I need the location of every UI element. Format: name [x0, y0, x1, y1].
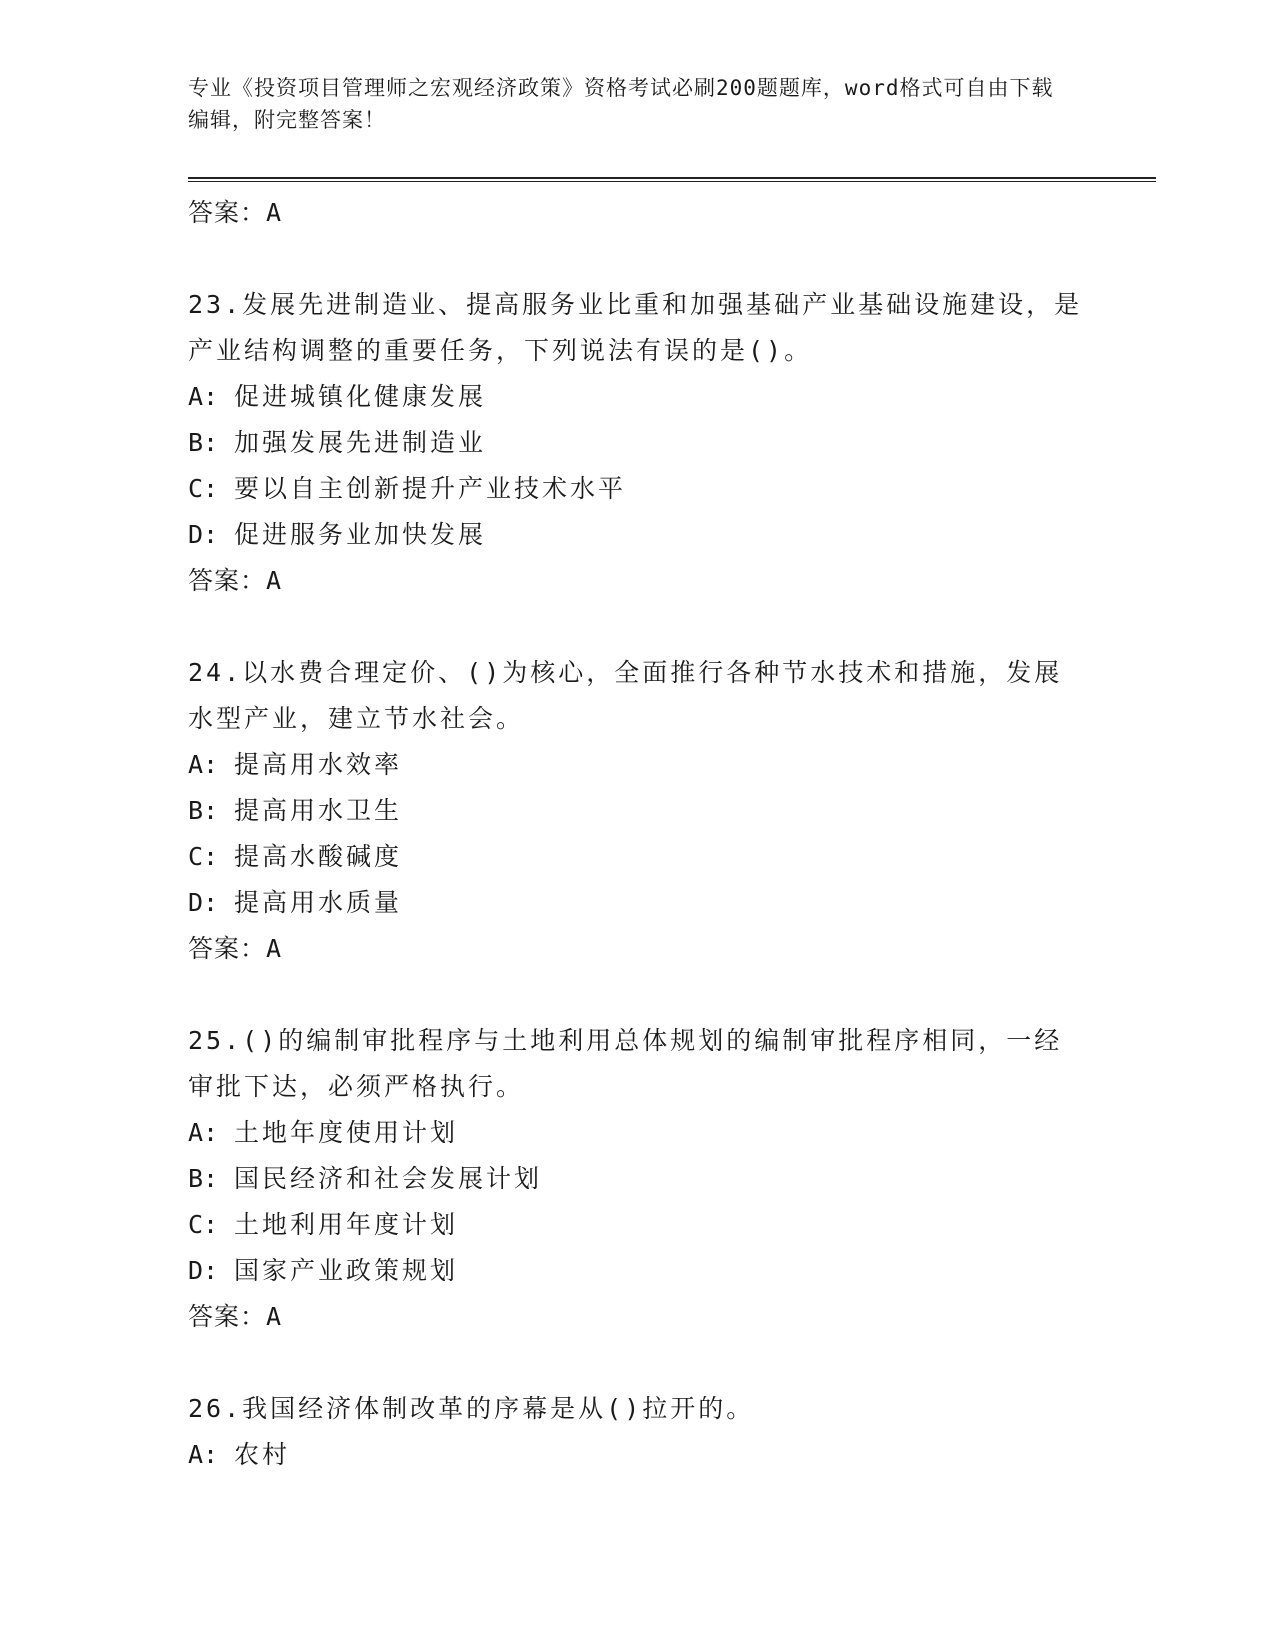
option-a — [188, 1110, 1088, 1156]
option-c — [188, 834, 1088, 880]
option-letter: A: — [188, 382, 219, 411]
spacer — [188, 1340, 1088, 1386]
option-text: 促进服务业加快发展 — [234, 520, 487, 549]
option-letter: B: — [188, 1164, 219, 1193]
option-letter: D: — [188, 1256, 219, 1285]
option-letter: C: — [188, 474, 219, 503]
page-header — [188, 72, 1068, 136]
question-26 — [188, 1386, 1088, 1478]
option-letter: B: — [188, 428, 219, 457]
spacer — [188, 972, 1088, 1018]
option-b — [188, 788, 1088, 834]
question-24 — [188, 650, 1088, 972]
question-text: 25.()的编制审批程序与土地利用总体规划的编制审批程序相同，一经审批下达，必须严格执行。 — [188, 1026, 1063, 1101]
question-text: 26.我国经济体制改革的序幕是从()拉开的。 — [188, 1394, 755, 1423]
question-text: 24.以水费合理定价、()为核心，全面推行各种节水技术和措施，发展水型产业，建立节水社会。 — [188, 658, 1063, 733]
question-25 — [188, 1018, 1088, 1340]
answer-line: 答案：A — [188, 1302, 283, 1331]
answer-line: 答案：A — [188, 566, 283, 595]
header-divider — [188, 177, 1156, 182]
option-a — [188, 1432, 1088, 1478]
document-body — [188, 190, 1088, 1478]
option-a — [188, 374, 1088, 420]
answer-line: 答案：A — [188, 934, 283, 963]
option-text: 提高水酸碱度 — [234, 842, 403, 871]
option-letter: C: — [188, 1210, 219, 1239]
question-text: 23.发展先进制造业、提高服务业比重和加强基础产业基础设施建设，是产业结构调整的重要任务，下列说法有误的是()。 — [188, 290, 1083, 365]
option-c — [188, 1202, 1088, 1248]
option-text: 提高用水效率 — [234, 750, 403, 779]
option-text: 农村 — [234, 1440, 291, 1469]
spacer — [188, 236, 1088, 282]
option-b — [188, 1156, 1088, 1202]
spacer — [188, 604, 1088, 650]
option-letter: B: — [188, 796, 219, 825]
option-text: 土地年度使用计划 — [234, 1118, 459, 1147]
answer-line: 答案：A — [188, 198, 283, 227]
option-text: 要以自主创新提升产业技术水平 — [234, 474, 627, 503]
option-c — [188, 466, 1088, 512]
option-text: 加强发展先进制造业 — [234, 428, 487, 457]
option-letter: C: — [188, 842, 219, 871]
question-23 — [188, 282, 1088, 604]
option-d — [188, 880, 1088, 926]
option-text: 国民经济和社会发展计划 — [234, 1164, 543, 1193]
option-letter: A: — [188, 750, 219, 779]
option-text: 提高用水质量 — [234, 888, 403, 917]
option-text: 国家产业政策规划 — [234, 1256, 459, 1285]
option-d — [188, 1248, 1088, 1294]
header-title: 专业《投资项目管理师之宏观经济政策》资格考试必刷200题题库，word格式可自由下载编辑，附完整答案！ — [188, 76, 1054, 132]
option-text: 提高用水卫生 — [234, 796, 403, 825]
option-text: 促进城镇化健康发展 — [234, 382, 487, 411]
option-a — [188, 742, 1088, 788]
option-b — [188, 420, 1088, 466]
option-letter: A: — [188, 1440, 219, 1469]
option-text: 土地利用年度计划 — [234, 1210, 459, 1239]
option-d — [188, 512, 1088, 558]
option-letter: D: — [188, 888, 219, 917]
option-letter: A: — [188, 1118, 219, 1147]
option-letter: D: — [188, 520, 219, 549]
